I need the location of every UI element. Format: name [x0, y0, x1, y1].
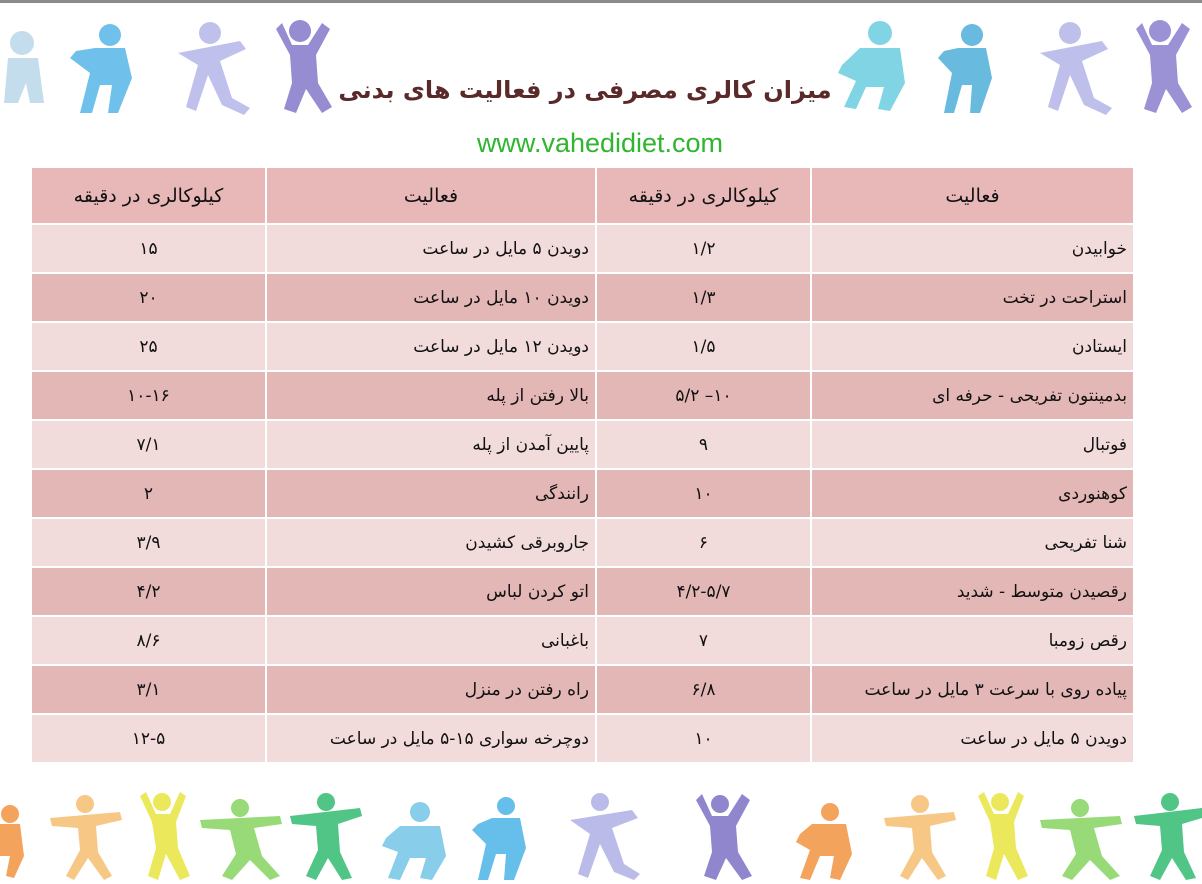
cell-activity-right: ایستادن [811, 322, 1134, 371]
dancer-figure [290, 793, 362, 880]
cell-calories-right: ۱/۵ [596, 322, 811, 371]
dancer-figure [0, 805, 24, 878]
dancer-figure [382, 802, 446, 880]
cell-calories-right: ۱/۲ [596, 224, 811, 273]
calorie-table [30, 166, 1135, 764]
cell-activity-left: دویدن ۵ مایل در ساعت [266, 224, 596, 273]
cell-calories-right: ۶ [596, 518, 811, 567]
bottom-dancer-banner [0, 786, 1202, 884]
cell-activity-left: اتو کردن لباس [266, 567, 596, 616]
cell-calories-right: ۴/۲-۵/۷ [596, 567, 811, 616]
table-row [31, 371, 1134, 420]
header-calories-left: کیلوکالری در دقیقه [31, 167, 266, 224]
cell-calories-right: ۱۰– ۵/۲ [596, 371, 811, 420]
cell-activity-right: رقصیدن متوسط - شدید [811, 567, 1134, 616]
cell-calories-right: ۱۰ [596, 714, 811, 763]
table-row [31, 567, 1134, 616]
dancer-figure [1040, 799, 1122, 880]
cell-calories-left: ۴/۲ [31, 567, 266, 616]
cell-activity-left: راه رفتن در منزل [266, 665, 596, 714]
cell-calories-right: ۹ [596, 420, 811, 469]
cell-activity-left: رانندگی [266, 469, 596, 518]
dancer-figure [570, 793, 640, 880]
dancer-figure [178, 22, 250, 115]
dancer-figure [50, 795, 122, 880]
cell-activity-left: پایین آمدن از پله [266, 420, 596, 469]
table-row [31, 616, 1134, 665]
cell-calories-right: ۱۰ [596, 469, 811, 518]
cell-calories-left: ۲۰ [31, 273, 266, 322]
cell-activity-left: بالا رفتن از پله [266, 371, 596, 420]
dancer-figure [884, 795, 956, 880]
dancer-figure [70, 24, 132, 113]
table-row [31, 518, 1134, 567]
cell-activity-left: باغبانی [266, 616, 596, 665]
cell-calories-right: ۷ [596, 616, 811, 665]
cell-activity-right: کوهنوردی [811, 469, 1134, 518]
header-activity-left: فعالیت [266, 167, 596, 224]
cell-activity-right: شنا تفریحی [811, 518, 1134, 567]
cell-calories-left: ۳/۱ [31, 665, 266, 714]
cell-calories-right: ۶/۸ [596, 665, 811, 714]
cell-calories-left: ۸/۶ [31, 616, 266, 665]
dancer-figure [938, 24, 992, 113]
dancer-figure [696, 794, 752, 880]
table-row [31, 665, 1134, 714]
cell-calories-left: ۱۲-۵ [31, 714, 266, 763]
cell-activity-left: دویدن ۱۰ مایل در ساعت [266, 273, 596, 322]
dancer-figure [838, 21, 905, 111]
cell-calories-left: ۳/۹ [31, 518, 266, 567]
cell-activity-right: بدمینتون تفریحی - حرفه ای [811, 371, 1134, 420]
cell-activity-right: خوابیدن [811, 224, 1134, 273]
cell-activity-left: جاروبرقی کشیدن [266, 518, 596, 567]
cell-activity-right: فوتبال [811, 420, 1134, 469]
cell-calories-left: ۷/۱ [31, 420, 266, 469]
table-row [31, 322, 1134, 371]
table-row [31, 224, 1134, 273]
cell-calories-left: ۱۰-۱۶ [31, 371, 266, 420]
cell-activity-right: دویدن ۵ مایل در ساعت [811, 714, 1134, 763]
page-title: میزان کالری مصرفی در فعالیت های بدنی [338, 76, 832, 104]
cell-activity-left: دویدن ۱۲ مایل در ساعت [266, 322, 596, 371]
table-row [31, 273, 1134, 322]
cell-activity-right: استراحت در تخت [811, 273, 1134, 322]
dancer-figure [276, 20, 332, 113]
dancer-figure [200, 799, 282, 880]
cell-activity-right: رقص زومبا [811, 616, 1134, 665]
dancer-figure [796, 803, 852, 880]
header-activity-right: فعالیت [811, 167, 1134, 224]
cell-activity-left: دوچرخه سواری ۱۵-۵ مایل در ساعت [266, 714, 596, 763]
cell-calories-left: ۲۵ [31, 322, 266, 371]
table-row [31, 714, 1134, 763]
dancer-figure [140, 792, 190, 880]
dancer-figure [1136, 20, 1192, 113]
header-calories-right: کیلوکالری در دقیقه [596, 167, 811, 224]
table-row [31, 420, 1134, 469]
dancer-figure [978, 792, 1028, 880]
table-header-row [31, 167, 1134, 224]
cell-activity-right: پیاده روی با سرعت ۳ مایل در ساعت [811, 665, 1134, 714]
cell-calories-right: ۱/۳ [596, 273, 811, 322]
dancer-figure [4, 31, 44, 103]
dancer-figure [1134, 793, 1202, 880]
dancer-figure [472, 797, 526, 880]
dancer-silhouettes-bottom [0, 786, 1202, 884]
dancer-figure [1040, 22, 1112, 115]
cell-calories-left: ۱۵ [31, 224, 266, 273]
table-row [31, 469, 1134, 518]
cell-calories-left: ۲ [31, 469, 266, 518]
website-url: www.vahedidiet.com [476, 128, 724, 158]
